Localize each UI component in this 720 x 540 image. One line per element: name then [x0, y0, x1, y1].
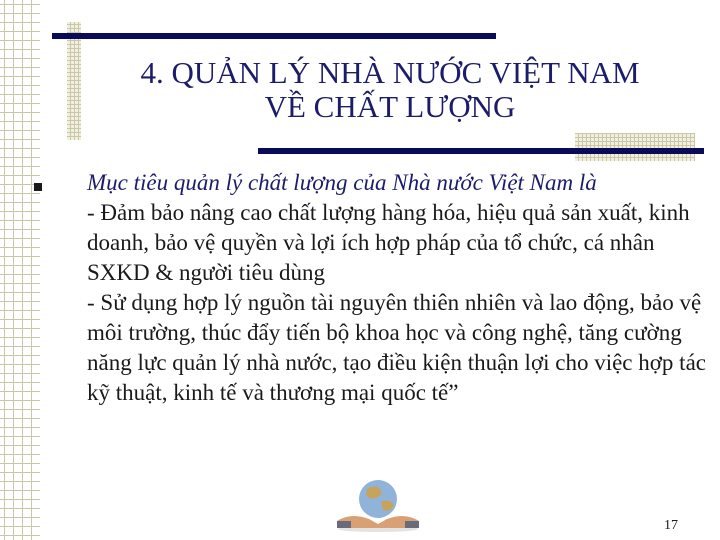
title-line-1: 4. QUẢN LÝ NHÀ NƯỚC VIỆT NAM [140, 55, 640, 90]
title-line-2: VỀ CHẤT LƯỢNG [264, 89, 516, 124]
paragraph-quality: - Đảm bảo nâng cao chất lượng hàng hóa, hiệu quả sản xuất, kinh doanh, bảo vệ quyền và lợi ích hợp pháp của tổ chức, cá nhân SXKD & người tiêu dùng [87, 200, 690, 285]
title-left-accent [67, 22, 81, 140]
title-right-accent [575, 133, 695, 161]
slide-number: 17 [664, 518, 678, 533]
goal-statement: Mục tiêu quản lý chất lượng của Nhà nước Việt Nam là [87, 170, 597, 195]
slide-body [87, 168, 717, 408]
title-top-bar [52, 33, 496, 39]
slide-title [80, 56, 700, 124]
bullet-marker [34, 183, 42, 191]
title-bottom-bar [258, 148, 704, 154]
paragraph-resources: - Sử dụng hợp lý nguồn tài nguyên thiên nhiên và lao động, bảo vệ môi trường, thúc đẩy tiến bộ khoa học và công nghệ, tăng cường năng lực quản lý nhà nước, tạo điều kiện thuận lợi cho việc hợp tác kỹ thuật, kinh tế và thương mại quốc tế” [87, 290, 706, 405]
left-pattern-decoration [0, 0, 40, 540]
globe-handshake-icon [331, 477, 425, 533]
